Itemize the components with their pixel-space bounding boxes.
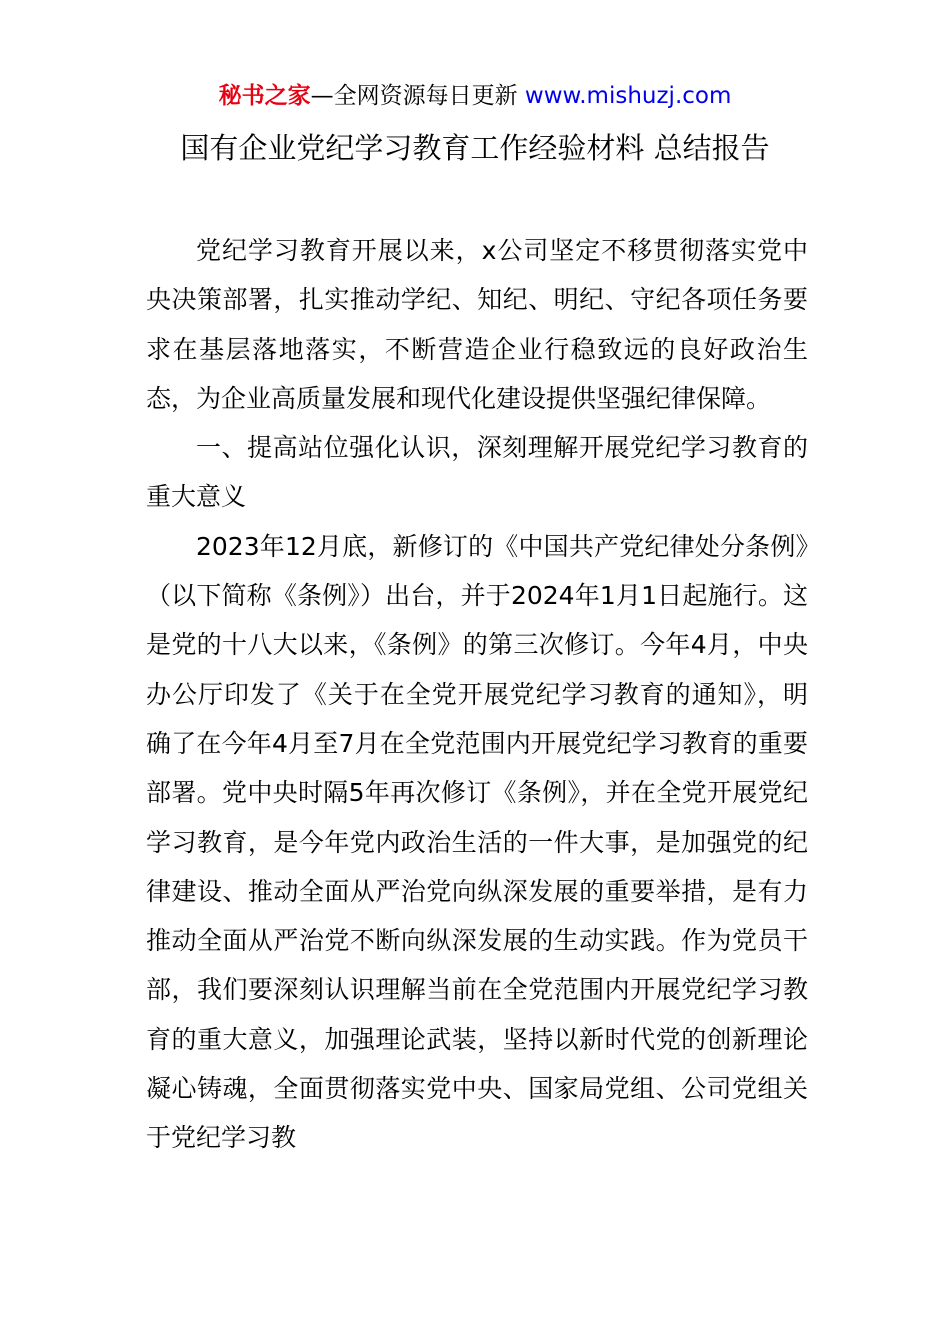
document-body [146, 226, 808, 1163]
section-heading: 一、提高站位强化认识，深刻理解开展党纪学习教育的重大意义 [146, 433, 808, 512]
document-title: 国有企业党纪学习教育工作经验材料 总结报告 [180, 131, 770, 165]
site-url-link[interactable]: www.mishuzj.com [524, 83, 732, 109]
intro-paragraph: 党纪学习教育开展以来，x公司坚定不移贯彻落实党中央决策部署，扎实推动学纪、知纪、明纪、守纪各项任务要求在基层落地落实，不断营造企业行稳致远的良好政治生态，为企业高质量发展和现代化建设提供坚强纪律保障。 [146, 236, 808, 413]
body-paragraph: 2023年12月底，新修订的《中国共产党纪律处分条例》（以下简称《条例》）出台，并于2024年1月1日起施行。这是党的十八大以来，《条例》的第三次修订。今年4月，中央办公厅印发了《关于在全党开展党纪学习教育的通知》，明确了在今年4月至7月在全党范围内开展党纪学习教育的重要部署。党中央时隔5年再次修订《条例》，并在全党开展党纪学习教育，是今年党内政治生活的一件大事，是加强党的纪律建设、推动全面从严治党向纵深发展的重要举措，是有力推动全面从严治党不断向纵深发展的生动实践。作为党员干部，我们要深刻认识理解当前在全党范围内开展党纪学习教育的重大意义，加强理论武装，坚持以新时代党的创新理论凝心铸魂，全面贯彻落实党中央、国家局党组、公司党组关于党纪学习教 [146, 531, 808, 1153]
site-header [0, 80, 950, 112]
site-tagline: —全网资源每日更新 [310, 83, 518, 109]
site-brand: 秘书之家 [218, 83, 311, 109]
